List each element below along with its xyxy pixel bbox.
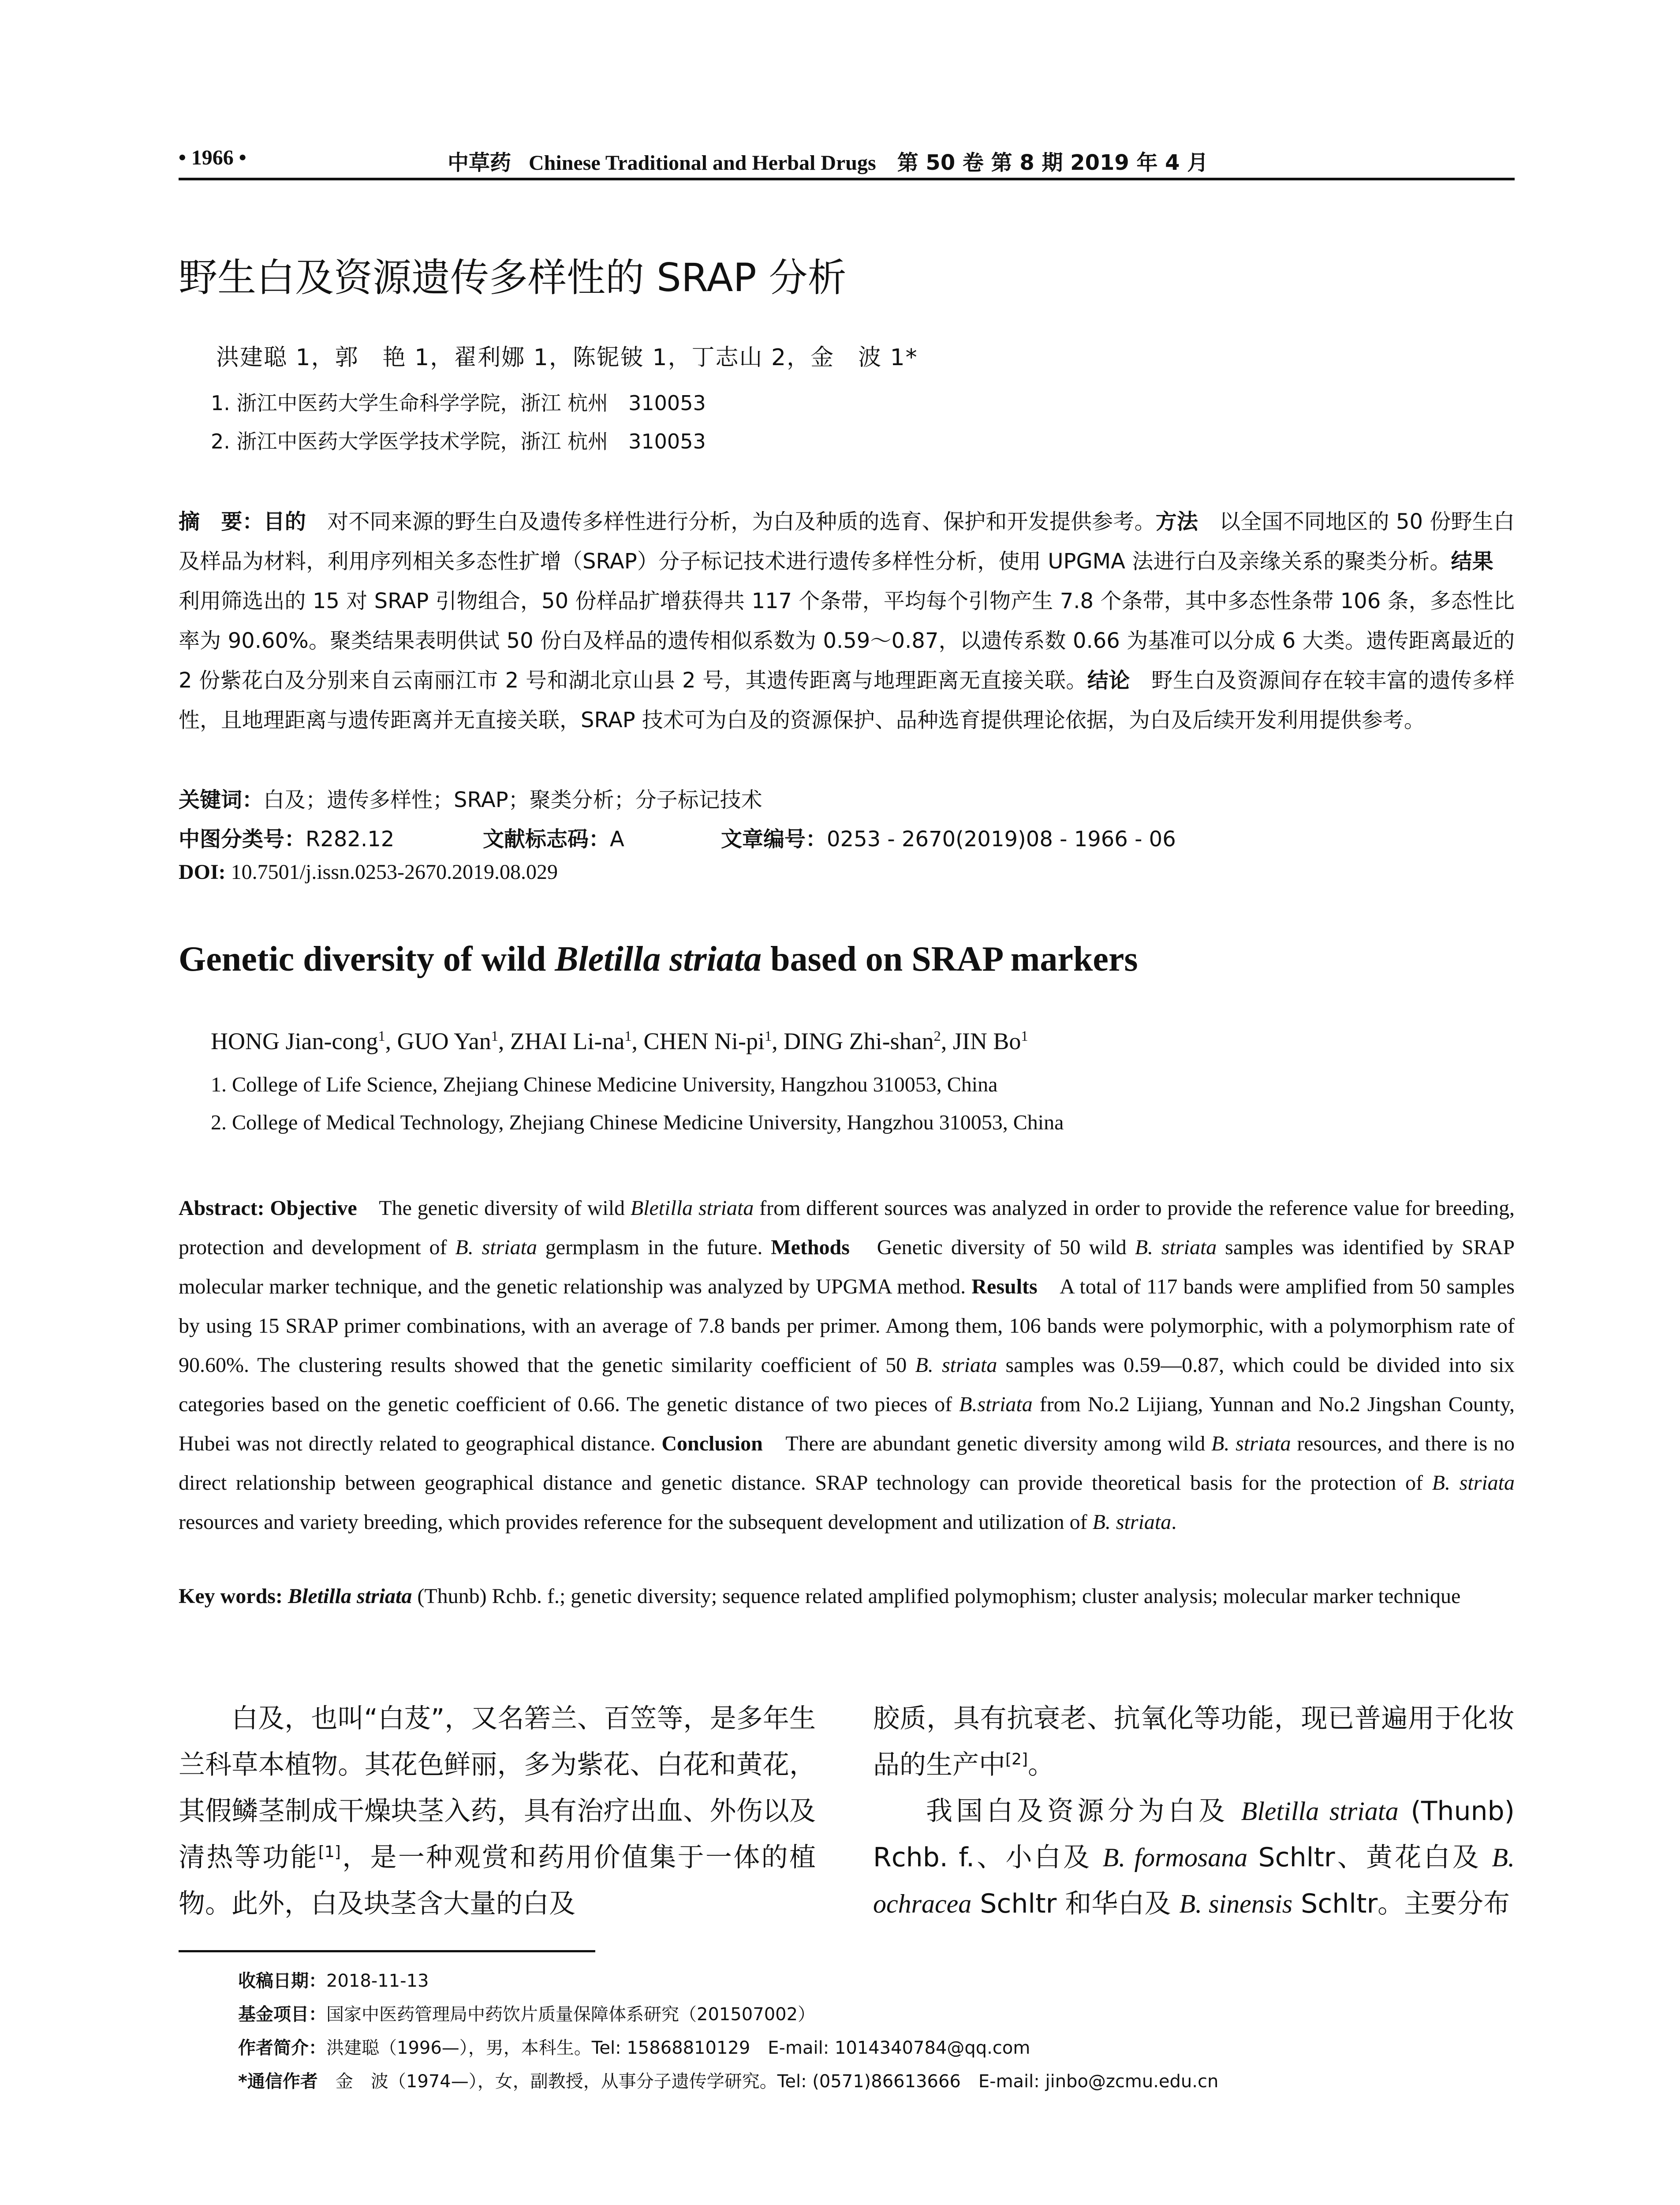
abstract-label: 摘 要：: [179, 509, 264, 534]
title-en-part: based on SRAP markers: [762, 940, 1138, 979]
author-affil-mark: 1: [764, 1028, 772, 1044]
doc-code-label: 文献标志码：: [483, 827, 610, 852]
author-name: , JIN Bo: [941, 1028, 1021, 1054]
species-name: B. striata: [455, 1236, 537, 1259]
methods-label: 方法: [1155, 509, 1198, 534]
abstract-chinese: [179, 502, 1515, 740]
keywords-en-species: Bletilla striata: [282, 1585, 412, 1608]
affiliation-chinese-1: 1. 浙江中医药大学生命科学学院，浙江 杭州 310053: [211, 391, 706, 415]
conclusion-text: 野生白及资源间存在较丰富的遗传多样性，且地理距离与遗传距离并无直接关联，SRAP 技术可为白及的资源保护、品种选育提供理论依据，为白及后续开发利用提供参考。: [179, 668, 1515, 733]
abstract-english: [179, 1188, 1515, 1542]
abstract-en-text: samples was identified by SRAP molecular marker technique, and the genetic relationship was analyzed by UPGMA method.: [179, 1236, 1515, 1298]
journal-logo: 中草药: [448, 150, 511, 175]
author-affil-mark: 1: [378, 1028, 385, 1044]
keywords-text: 白及；遗传多样性；SRAP；聚类分析；分子标记技术: [263, 788, 762, 812]
affiliation-english-1: 1. College of Life Science, Zhejiang Chinese Medicine University, Hangzhou 310053, China: [211, 1073, 998, 1096]
header-rule: [179, 178, 1515, 180]
body-text: Schltr。主要分布: [1292, 1888, 1510, 1919]
author-affil-mark: 1: [1021, 1028, 1028, 1044]
body-text: (Thunb) Rchb. f.、小白及: [873, 1796, 1515, 1873]
species-name: B. ochracea: [873, 1843, 1515, 1918]
article-number-value: 0253 - 2670(2019)08 - 1966 - 06: [827, 827, 1176, 852]
body-text: 。: [1028, 1749, 1054, 1780]
objective-label: 目的: [263, 509, 306, 534]
footnote-received: [238, 1967, 429, 1992]
clc-label: 中图分类号：: [179, 827, 306, 852]
author-affil-mark: 2: [933, 1028, 941, 1044]
methods-text: 以全国不同地区的 50 份野生白及样品为材料，利用序列相关多态性扩增（SRAP）分子标记技术进行遗传多样性分析，使用 UPGMA 法进行白及亲缘关系的聚类分析。: [179, 509, 1515, 574]
title-en-part: Genetic diversity of wild: [179, 940, 555, 979]
abstract-en-text: samples was 0.59—0.87, which could be divided into six categories based on the genetic coefficient of 0.66. The genetic distance of two pieces of: [179, 1353, 1515, 1416]
footnote-label: 收稿日期：: [238, 1971, 326, 1991]
keywords-english: [179, 1577, 1515, 1616]
results-label: 结果: [1451, 549, 1493, 574]
abstract-en-text: resources and variety breeding, which provides reference for the subsequent development and utilization of: [179, 1510, 1093, 1534]
author-affil-mark: 1: [624, 1028, 632, 1044]
species-name: Bletilla striata: [630, 1196, 754, 1220]
title-en-species: Bletilla striata: [555, 940, 762, 979]
body-text: Schltr 和华白及: [971, 1888, 1180, 1919]
body-text: 胶质，具有抗衰老、抗氧化等功能，现已普遍用于化妆品的生产中: [873, 1703, 1515, 1780]
body-text: Schltr、黄花白及: [1247, 1842, 1492, 1873]
abstract-en-text: from different sources was analyzed in order to provide the reference value for breeding, protection and development of: [179, 1196, 1515, 1259]
footnote-text: 国家中医药管理局中药饮片质量保障体系研究（201507002）: [326, 2004, 816, 2025]
author-name: , ZHAI Li-na: [498, 1028, 625, 1054]
doi-label: DOI:: [179, 860, 226, 884]
abstract-en-text: Genetic diversity of 50 wild: [849, 1236, 1135, 1259]
footnote-fund: [238, 2000, 815, 2026]
authors-chinese: 洪建聪 1，郭 艳 1，翟利娜 1，陈铌铍 1，丁志山 2，金 波 1*: [216, 344, 918, 371]
species-name: B. striata: [1092, 1510, 1172, 1534]
body-paragraph: [179, 1696, 816, 1927]
body-paragraph: [873, 1788, 1515, 1927]
footnote-text: 金 波（1974—），女，副教授，从事分子遗传学研究。Tel: (0571)86613666 E-mail: jinbo@zcmu.edu.cn: [317, 2071, 1219, 2092]
body-paragraph: [873, 1696, 1515, 1788]
body-text: 我国白及资源分为白及: [926, 1796, 1241, 1827]
species-name: B. striata: [1432, 1471, 1515, 1495]
conclusion-label: 结论: [1087, 668, 1130, 693]
abstract-en-text: The genetic diversity of wild: [357, 1196, 631, 1220]
footnote-text: 洪建聪（1996—），男，本科生。Tel: 15868810129 E-mail: 1014340784@qq.com: [326, 2038, 1030, 2058]
author-name: , CHEN Ni-pi: [631, 1028, 765, 1054]
species-name: B. striata: [915, 1353, 997, 1377]
doi-value: 10.7501/j.issn.0253-2670.2019.08.029: [225, 860, 558, 884]
doi-line: [179, 860, 558, 884]
species-name: B. sinensis: [1179, 1889, 1293, 1918]
keywords-en-text: (Thunb) Rchb. f.; genetic diversity; sequence related amplified polymophism; cluster analysis; molecular marker technique: [412, 1585, 1461, 1608]
footnote-author: [238, 2034, 1030, 2059]
journal-info: [448, 146, 1208, 176]
affiliation-chinese-2: 2. 浙江中医药大学医学技术学院，浙江 杭州 310053: [211, 430, 706, 453]
page-number: • 1966 •: [179, 146, 246, 169]
footnote-label: *通信作者: [238, 2071, 318, 2092]
authors-english: [211, 1028, 1028, 1055]
title-english: [179, 939, 1138, 979]
keywords-label: 关键词：: [179, 788, 264, 812]
author-affil-mark: 1: [491, 1028, 498, 1044]
author-name: , DING Zhi-shan: [772, 1028, 934, 1054]
running-header: [179, 141, 1515, 176]
journal-issue: 第 50 卷 第 8 期 2019 年 4 月: [897, 150, 1209, 175]
keywords-chinese: [179, 783, 762, 813]
affiliation-english-2: 2. College of Medical Technology, Zhejiang Chinese Medicine University, Hangzhou 310053, China: [211, 1111, 1064, 1134]
species-name: B.striata: [959, 1393, 1033, 1416]
doc-code-value: A: [610, 827, 624, 852]
species-name: Bletilla striata: [1241, 1797, 1399, 1826]
clc-value: R282.12: [306, 827, 395, 852]
footnote-text: 2018-11-13: [326, 1971, 429, 1991]
body-column-right: [873, 1696, 1515, 1927]
species-name: B. formosana: [1102, 1843, 1248, 1872]
journal-name: Chinese Traditional and Herbal Drugs: [529, 151, 876, 175]
citation-ref: [2]: [1005, 1750, 1028, 1768]
abstract-en-text: from No.2 Lijiang, Yunnan and No.2 Jingshan County, Hubei was not directly related to geographical distance.: [179, 1393, 1515, 1455]
article-number-label: 文章编号：: [721, 827, 827, 852]
author-name: HONG Jian-cong: [211, 1028, 378, 1054]
abstract-en-text: .: [1171, 1510, 1177, 1534]
abstract-en-text: A total of 117 bands were amplified from 50 samples by using 15 SRAP primer combinations, with an average of 7.8 bands per primer. Among them, 106 bands were polymorphic, with a polymorphism rate of 90.60%. The clustering results showed that the genetic similarity coefficient of 50: [179, 1275, 1515, 1377]
abstract-en-text: germplasm in the future.: [537, 1236, 771, 1259]
author-name: , GUO Yan: [385, 1028, 491, 1054]
classification-line: [179, 822, 1176, 852]
footnote-label: 基金项目：: [238, 2004, 326, 2025]
abstract-en-text: There are abundant genetic diversity among wild: [762, 1432, 1212, 1455]
citation-ref: [1]: [318, 1843, 341, 1861]
species-name: B. striata: [1211, 1432, 1291, 1455]
footnote-rule: [179, 1950, 595, 1952]
footnote-corresponding: [238, 2067, 1218, 2093]
keywords-en-label: Key words:: [179, 1585, 283, 1608]
body-column-left: [179, 1696, 816, 1927]
footnote-label: 作者简介：: [238, 2038, 326, 2058]
species-name: B. striata: [1135, 1236, 1217, 1259]
abstract-en-label: Abstract: Objective: [179, 1196, 357, 1220]
conclusion-en-label: Conclusion: [661, 1432, 763, 1455]
abstract-en-text: resources, and there is no direct relationship between geographical distance and genetic distance. SRAP technology can provide theoretical basis for the protection of: [179, 1432, 1515, 1495]
results-text: 利用筛选出的 15 对 SRAP 引物组合，50 份样品扩增获得共 117 个条带，平均每个引物产生 7.8 个条带，其中多态性条带 106 条，多态性比率为 90.60%。聚类结果表明供试 50 份白及样品的遗传相似系数为 0.59～0.87，以遗传系数 0.66 为基准可以分成 6 大类。遗传距离最近的 2 份紫花白及分别来自云南丽江市 2 号和湖北京山县 2 号，其遗传距离与地理距离无直接关联。: [179, 549, 1515, 693]
results-en-label: Results: [971, 1275, 1038, 1298]
methods-en-label: Methods: [771, 1236, 850, 1259]
body-text: 白及，也叫“白芨”，又名箬兰、百笠等，是多年生兰科草本植物。其花色鲜丽，多为紫花、白花和黄花，其假鳞茎制成干燥块茎入药，具有治疗出血、外伤以及清热等功能: [179, 1703, 816, 1873]
objective-text: 对不同来源的野生白及遗传多样性进行分析，为白及种质的选育、保护和开发提供参考。: [306, 509, 1156, 534]
title-chinese: 野生白及资源遗传多样性的 SRAP 分析: [179, 255, 847, 300]
body-text: ，是一种观赏和药用价值集于一体的植物。此外，白及块茎含大量的白及: [179, 1842, 816, 1919]
